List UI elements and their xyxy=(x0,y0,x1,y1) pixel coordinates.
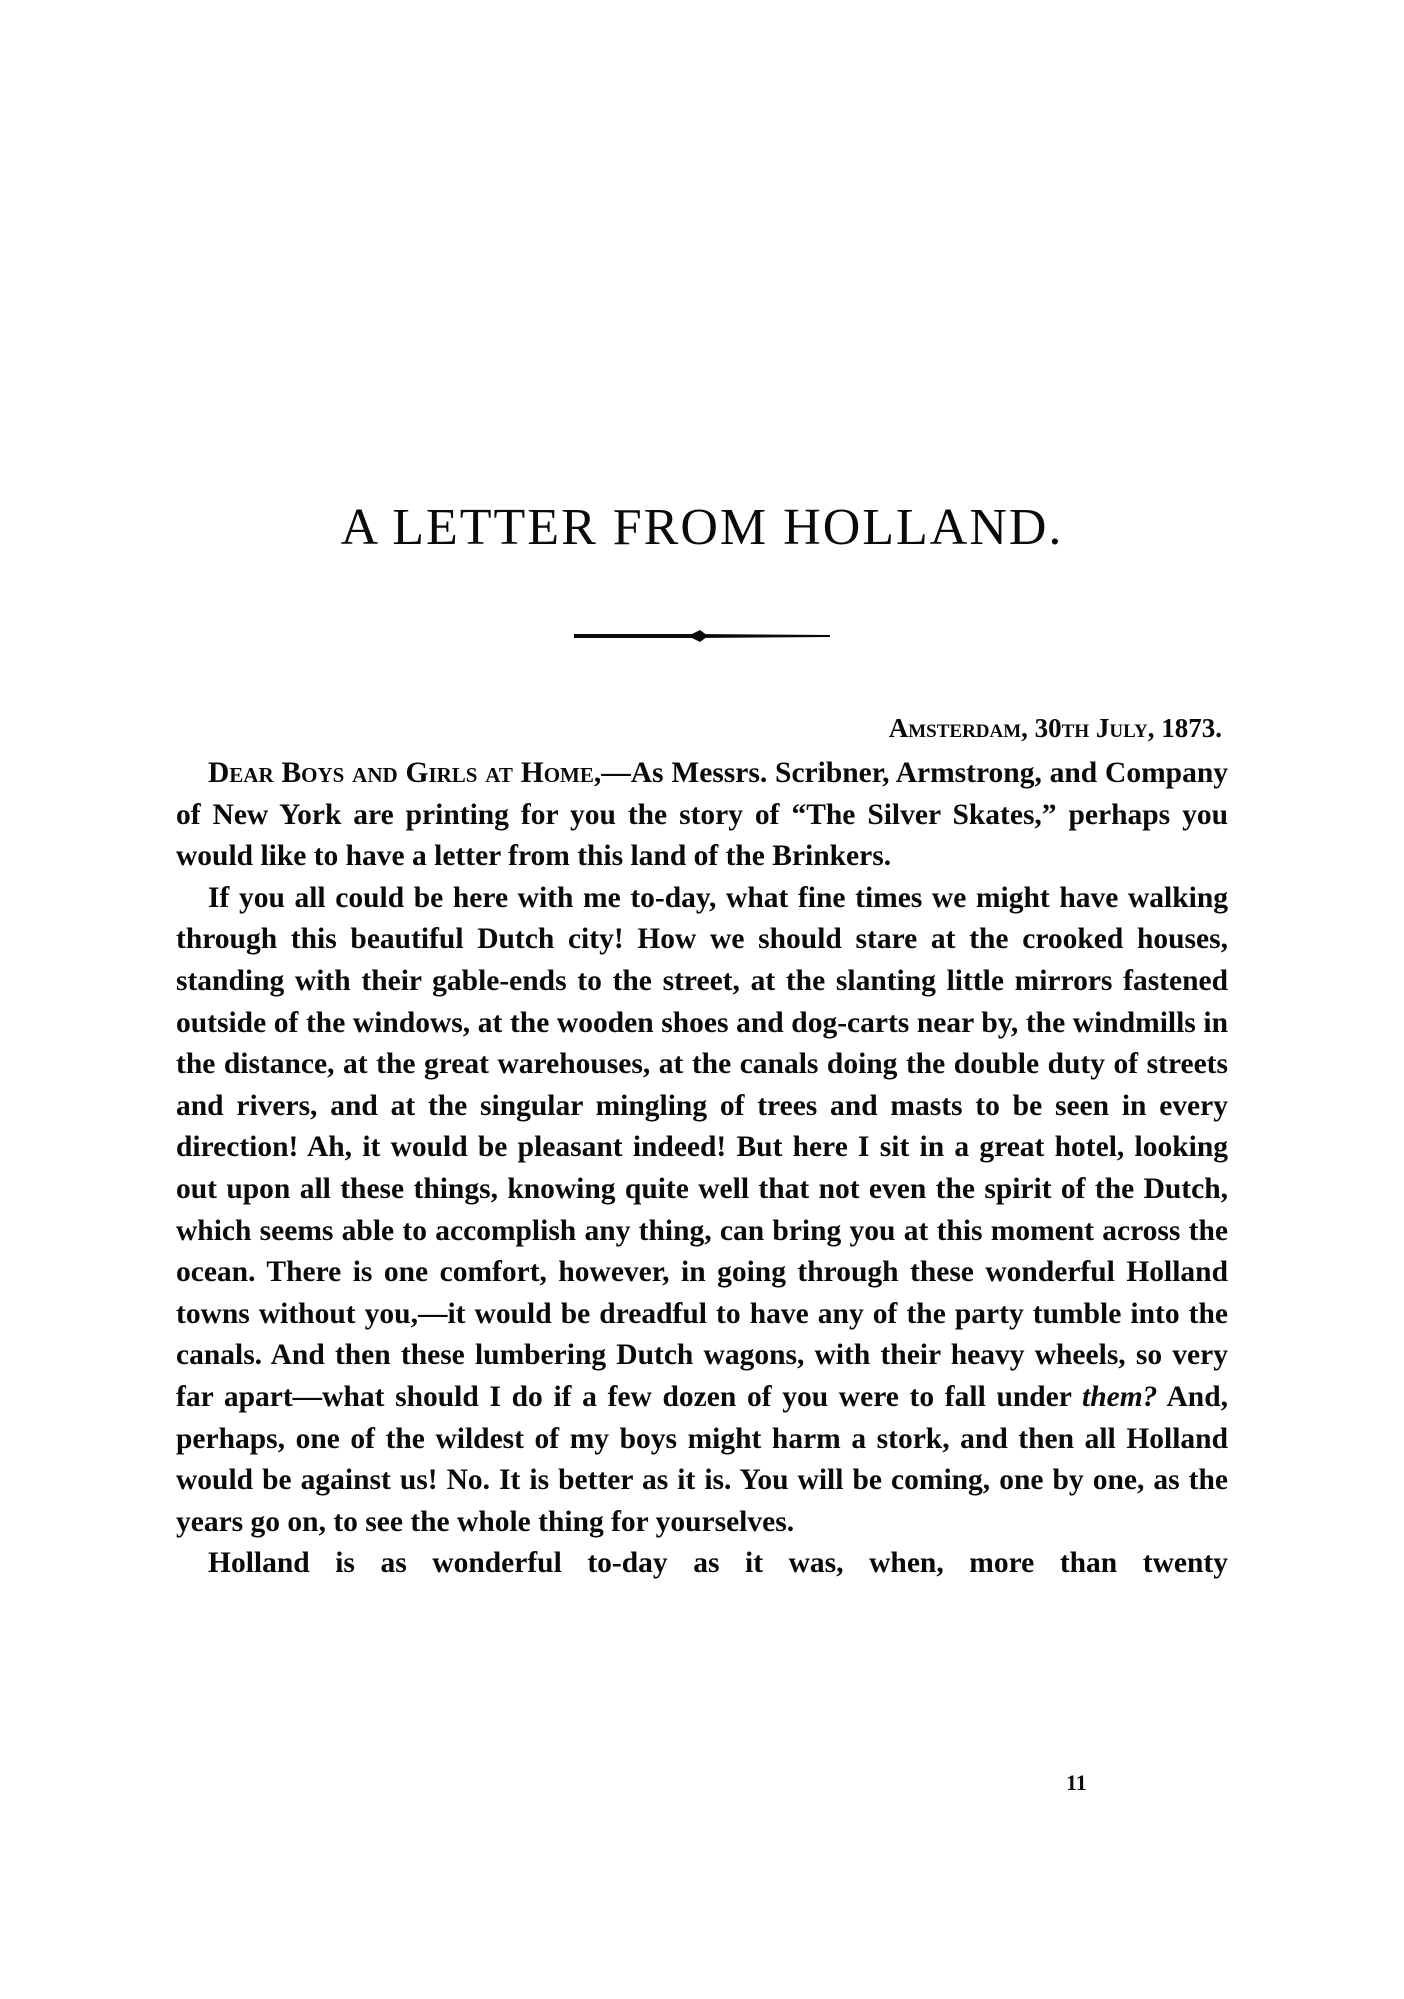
paragraph-3-text: Holland is as wonderful to-day as it was, when, more than twenty xyxy=(208,1547,1228,1580)
paragraph-1 xyxy=(176,753,1228,878)
title-ornament-rule xyxy=(572,626,832,646)
chapter-title: A LETTER FROM HOLLAND. xyxy=(340,499,1064,556)
letter-body xyxy=(176,753,1228,1585)
page-number: 11 xyxy=(1066,1770,1087,1795)
letter-dateline: Amsterdam, 30th July, 1873. xyxy=(888,713,1222,743)
paragraph-2-emphasis: them? xyxy=(1082,1380,1158,1413)
salutation: Dear Boys and Girls at Home, xyxy=(208,757,602,789)
paragraph-2 xyxy=(176,878,1228,1544)
paragraph-1-text: —As Messrs. Scribner, Armstrong, and Company of New York are printing for you the story of “The Silver Skates,” perhaps you would like to have a letter from this land of the Brinkers. xyxy=(176,757,1228,873)
paragraph-3 xyxy=(176,1543,1228,1585)
paragraph-2-text-a: If you all could be here with me to-day, what fine times we might have walking through this beautiful Dutch city! How we should stare at the crooked houses, standing with their gable-ends to the street, at the slanting little mirrors fastened outside of the windows, at the wooden shoes and dog-carts near by, the windmills in the distance, at the great warehouses, at the canals doing the double duty of streets and rivers, and at the singular mingling of trees and masts to be seen in every direction! Ah, it would be pleasant indeed! But here I sit in a great hotel, looking out upon all these things, knowing quite well that not even the spirit of the Dutch, which seems able to accomplish any thing, can bring you at this moment across the ocean. There is one comfort, however, in going through these wonderful Holland towns without you,—it would be dreadful to have any of the party tumble into the canals. And then these lumbering Dutch wagons, with their heavy wheels, so very far apart—what should I do if a few dozen of you were to fall under xyxy=(176,881,1228,1413)
paragraph-2-text-b: And, perhaps, one of the wildest of my boys might harm a stork, and then all Holland would be against us! No. It is better as it is. You will be coming, one by one, as the years go on, to see the whole thing for yourselves. xyxy=(176,1380,1228,1538)
